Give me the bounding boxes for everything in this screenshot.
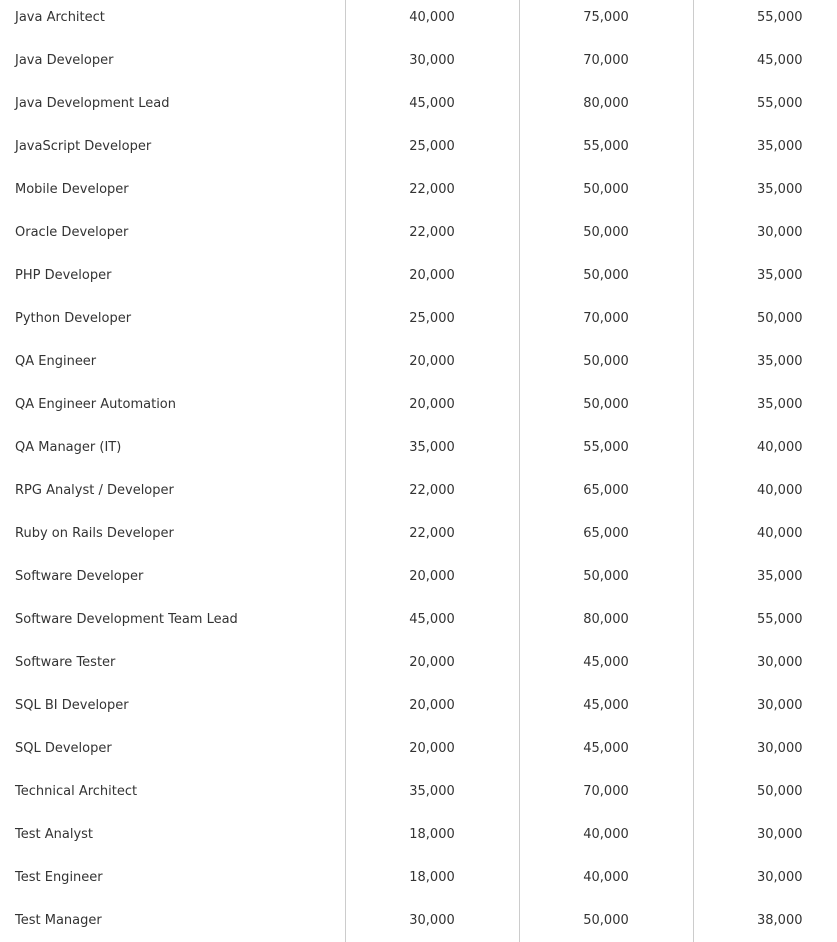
salary-cell-2: 50,000 bbox=[519, 211, 693, 254]
salary-cell-2: 55,000 bbox=[519, 426, 693, 469]
table-row bbox=[0, 856, 837, 899]
job-title-cell: Software Tester bbox=[15, 655, 116, 670]
salary-cell-2: 50,000 bbox=[519, 555, 693, 598]
job-title-cell: Software Development Team Lead bbox=[15, 612, 238, 627]
salary-cell-3: 35,000 bbox=[693, 168, 837, 211]
salary-cell-2: 65,000 bbox=[519, 512, 693, 555]
table-row bbox=[0, 641, 837, 684]
salary-cell-1: 20,000 bbox=[345, 555, 519, 598]
salary-cell-1: 25,000 bbox=[345, 125, 519, 168]
job-title-cell: Java Developer bbox=[15, 53, 114, 68]
salary-cell-1: 30,000 bbox=[345, 39, 519, 82]
salary-cell-1: 35,000 bbox=[345, 770, 519, 813]
salary-cell-1: 20,000 bbox=[345, 684, 519, 727]
salary-cell-2: 50,000 bbox=[519, 383, 693, 426]
job-title-cell: SQL Developer bbox=[15, 741, 112, 756]
salary-cell-1: 45,000 bbox=[345, 598, 519, 641]
table-row bbox=[0, 512, 837, 555]
job-title-cell: Ruby on Rails Developer bbox=[15, 526, 174, 541]
salary-cell-2: 80,000 bbox=[519, 598, 693, 641]
salary-cell-3: 35,000 bbox=[693, 383, 837, 426]
salary-cell-2: 45,000 bbox=[519, 641, 693, 684]
salary-cell-2: 50,000 bbox=[519, 254, 693, 297]
salary-cell-2: 45,000 bbox=[519, 727, 693, 770]
salary-cell-2: 45,000 bbox=[519, 684, 693, 727]
job-title-cell: PHP Developer bbox=[15, 268, 112, 283]
table-row bbox=[0, 340, 837, 383]
job-title-cell: Python Developer bbox=[15, 311, 132, 326]
job-title-cell: Test Analyst bbox=[15, 827, 94, 842]
salary-cell-1: 18,000 bbox=[345, 813, 519, 856]
table-row bbox=[0, 125, 837, 168]
salary-cell-1: 25,000 bbox=[345, 297, 519, 340]
table-row bbox=[0, 555, 837, 598]
job-title-cell: RPG Analyst / Developer bbox=[15, 483, 174, 498]
job-title-cell: SQL BI Developer bbox=[15, 698, 129, 713]
salary-cell-3: 45,000 bbox=[693, 39, 837, 82]
salary-cell-1: 22,000 bbox=[345, 211, 519, 254]
salary-cell-3: 55,000 bbox=[693, 0, 837, 39]
table-row bbox=[0, 0, 837, 39]
salary-cell-3: 50,000 bbox=[693, 770, 837, 813]
salary-cell-1: 20,000 bbox=[345, 254, 519, 297]
job-title-cell: Software Developer bbox=[15, 569, 144, 584]
salary-cell-3: 35,000 bbox=[693, 254, 837, 297]
salary-cell-1: 22,000 bbox=[345, 512, 519, 555]
job-title-cell: Mobile Developer bbox=[15, 182, 129, 197]
salary-cell-1: 18,000 bbox=[345, 856, 519, 899]
salary-cell-1: 20,000 bbox=[345, 641, 519, 684]
salary-cell-1: 22,000 bbox=[345, 168, 519, 211]
salary-cell-2: 55,000 bbox=[519, 125, 693, 168]
salary-cell-2: 70,000 bbox=[519, 770, 693, 813]
salary-cell-3: 35,000 bbox=[693, 555, 837, 598]
table-row bbox=[0, 426, 837, 469]
job-title-cell: Test Manager bbox=[15, 913, 102, 928]
table-row bbox=[0, 254, 837, 297]
salary-cell-3: 30,000 bbox=[693, 684, 837, 727]
salary-cell-2: 40,000 bbox=[519, 856, 693, 899]
salary-cell-3: 35,000 bbox=[693, 125, 837, 168]
salary-cell-1: 20,000 bbox=[345, 727, 519, 770]
salary-cell-3: 55,000 bbox=[693, 82, 837, 125]
job-title-cell: QA Engineer Automation bbox=[15, 397, 177, 412]
job-title-cell: Java Architect bbox=[15, 10, 105, 25]
salary-cell-1: 40,000 bbox=[345, 0, 519, 39]
salary-cell-2: 50,000 bbox=[519, 899, 693, 942]
salary-cell-1: 20,000 bbox=[345, 340, 519, 383]
salary-cell-3: 55,000 bbox=[693, 598, 837, 641]
table-row bbox=[0, 297, 837, 340]
salary-cell-3: 38,000 bbox=[693, 899, 837, 942]
salary-cell-3: 50,000 bbox=[693, 297, 837, 340]
salary-cell-2: 80,000 bbox=[519, 82, 693, 125]
table-row bbox=[0, 82, 837, 125]
salary-cell-3: 30,000 bbox=[693, 641, 837, 684]
table-row bbox=[0, 168, 837, 211]
job-title-cell: Technical Architect bbox=[15, 784, 138, 799]
table-row bbox=[0, 39, 837, 82]
job-title-cell: Oracle Developer bbox=[15, 225, 129, 240]
salary-cell-3: 30,000 bbox=[693, 727, 837, 770]
salary-cell-2: 40,000 bbox=[519, 813, 693, 856]
job-title-cell: Test Engineer bbox=[15, 870, 103, 885]
salary-cell-1: 20,000 bbox=[345, 383, 519, 426]
salary-cell-3: 30,000 bbox=[693, 813, 837, 856]
job-title-cell: QA Engineer bbox=[15, 354, 97, 369]
salary-cell-2: 50,000 bbox=[519, 340, 693, 383]
table-row bbox=[0, 598, 837, 641]
job-title-cell: JavaScript Developer bbox=[15, 139, 152, 154]
salary-cell-1: 22,000 bbox=[345, 469, 519, 512]
table-row bbox=[0, 684, 837, 727]
salary-cell-3: 40,000 bbox=[693, 512, 837, 555]
salary-cell-2: 65,000 bbox=[519, 469, 693, 512]
salary-cell-3: 30,000 bbox=[693, 211, 837, 254]
job-title-cell: Java Development Lead bbox=[15, 96, 170, 111]
salary-cell-2: 75,000 bbox=[519, 0, 693, 39]
job-title-cell: QA Manager (IT) bbox=[15, 440, 122, 455]
salary-cell-3: 35,000 bbox=[693, 340, 837, 383]
table-row bbox=[0, 383, 837, 426]
table-row bbox=[0, 727, 837, 770]
salary-cell-1: 30,000 bbox=[345, 899, 519, 942]
table-row bbox=[0, 469, 837, 512]
salary-cell-2: 70,000 bbox=[519, 297, 693, 340]
table-row bbox=[0, 770, 837, 813]
table-row bbox=[0, 813, 837, 856]
salary-cell-3: 40,000 bbox=[693, 469, 837, 512]
salary-cell-3: 40,000 bbox=[693, 426, 837, 469]
salary-cell-3: 30,000 bbox=[693, 856, 837, 899]
table-row bbox=[0, 211, 837, 254]
salary-cell-1: 35,000 bbox=[345, 426, 519, 469]
salary-cell-1: 45,000 bbox=[345, 82, 519, 125]
salary-cell-2: 50,000 bbox=[519, 168, 693, 211]
salary-cell-2: 70,000 bbox=[519, 39, 693, 82]
